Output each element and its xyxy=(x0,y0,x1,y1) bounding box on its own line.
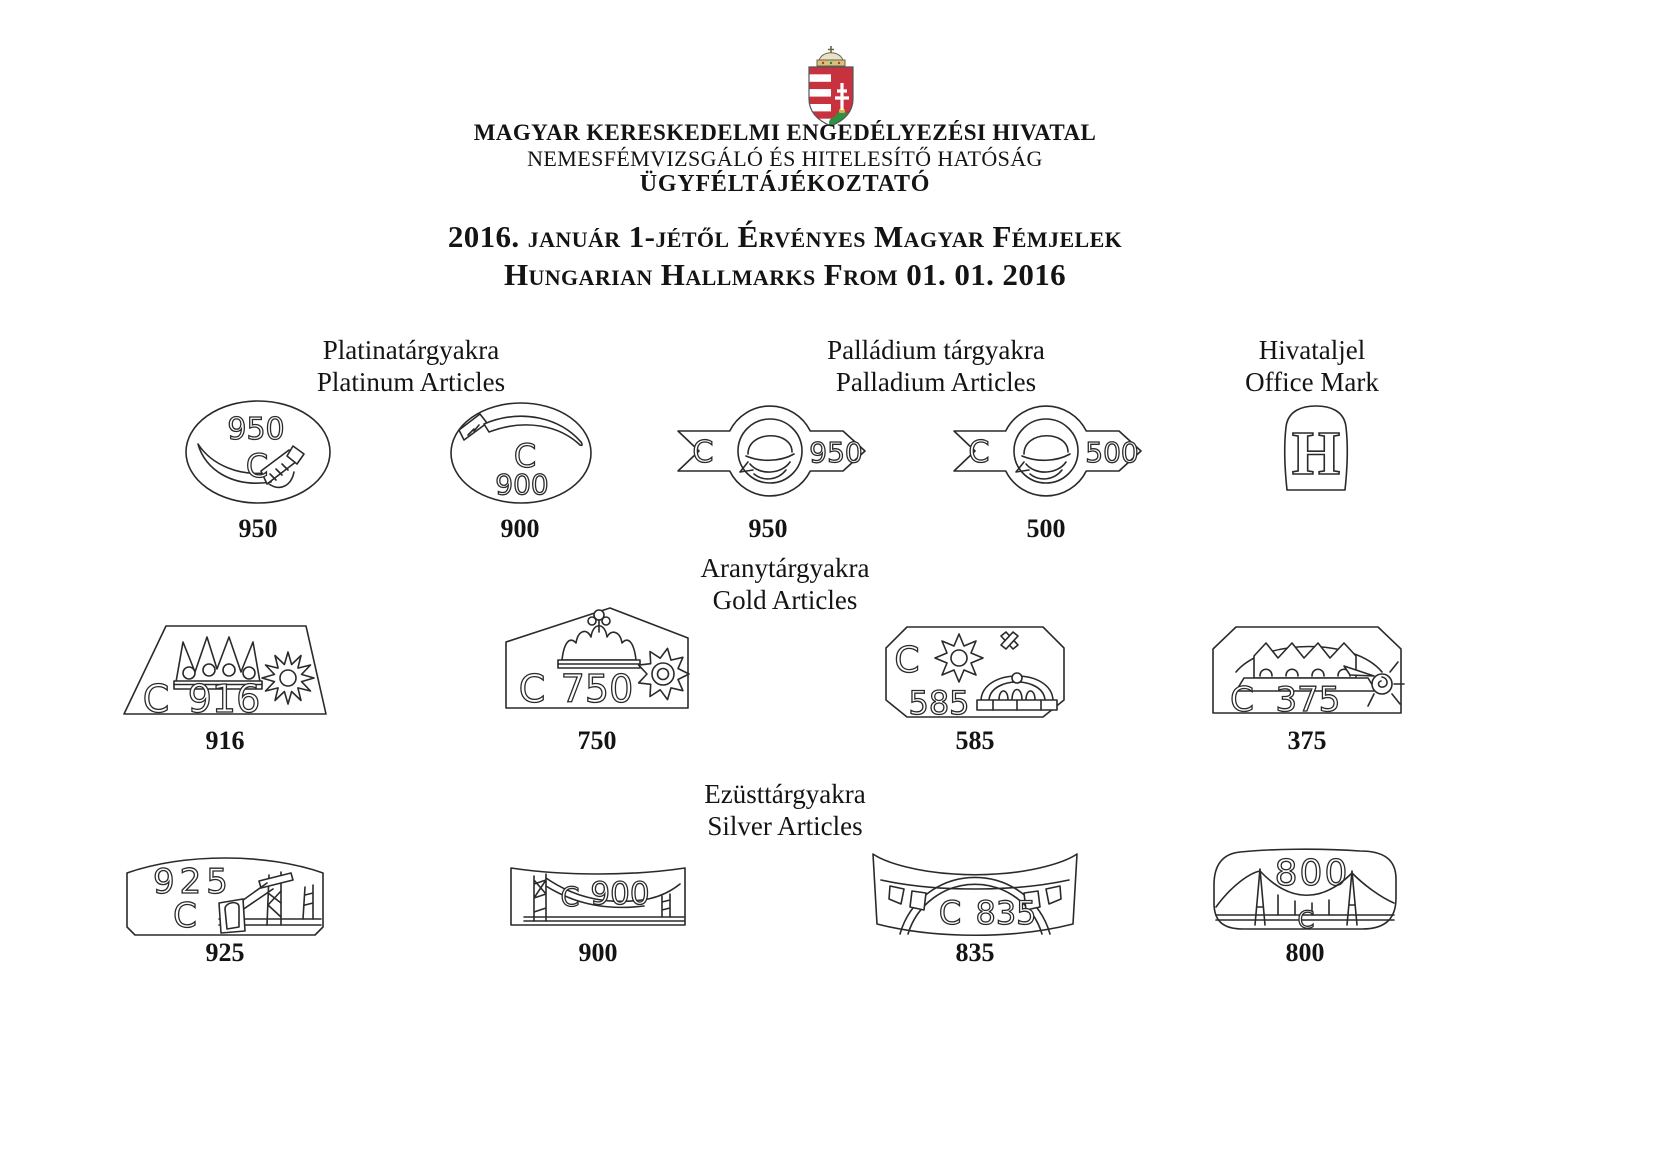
section-heading-office xyxy=(1162,334,1462,398)
assay-letter: C xyxy=(692,435,714,470)
assay-letter: C xyxy=(142,677,170,721)
assay-letter: C xyxy=(1230,680,1254,720)
fineness-label: 800 xyxy=(1285,938,1325,967)
fineness-text: 835 xyxy=(975,894,1037,932)
fineness-text: 950 xyxy=(227,412,285,447)
platinum-950-hallmark xyxy=(183,398,333,506)
page-title-en: Hungarian Hallmarks From 01. 01. 2016 xyxy=(503,257,1067,292)
section-title-hu: Ezüsttárgyakra xyxy=(704,779,866,809)
helmet-icon xyxy=(1016,436,1070,479)
silver-900-hallmark xyxy=(506,856,690,930)
fineness-text: 925 xyxy=(153,862,233,902)
org-name-line3: ÜGYFÉLTÁJÉKOZTATÓ xyxy=(639,171,931,197)
silver-800-hallmark xyxy=(1208,845,1402,935)
section-title-en: Silver Articles xyxy=(707,811,863,841)
page-title-hu: 2016. január 1-jétől Érvényes Magyar Fémjelek xyxy=(447,219,1123,254)
assay-letter: C xyxy=(968,435,990,470)
assay-letter: C xyxy=(173,896,197,936)
section-title-hu: Hivataljel xyxy=(1258,335,1366,365)
truss-bridge-icon xyxy=(219,872,321,933)
fineness-label: 925 xyxy=(205,938,245,967)
org-name-line2: NEMESFÉMVIZSGÁLÓ ÉS HITELESÍTŐ HATÓSÁG xyxy=(527,146,1043,171)
sun-icon xyxy=(262,652,314,704)
fineness-text: 916 xyxy=(187,677,261,721)
section-title-en: Palladium Articles xyxy=(835,367,1037,397)
fineness-text: 900 xyxy=(590,876,650,912)
gold-375-hallmark xyxy=(1208,622,1406,718)
holy-crown-icon xyxy=(817,46,845,66)
fineness-label: 900 xyxy=(578,938,618,967)
fineness-label: 500 xyxy=(1026,514,1066,543)
assay-letter: C xyxy=(513,437,537,475)
section-title-en: Office Mark xyxy=(1245,367,1379,397)
fineness-text: 950 xyxy=(809,436,863,469)
office-letter: H xyxy=(1291,420,1341,488)
section-title-en: Platinum Articles xyxy=(316,367,506,397)
office-mark-hallmark xyxy=(1277,402,1355,492)
fineness-text: 375 xyxy=(1275,680,1341,720)
silver-835-hallmark xyxy=(866,840,1084,940)
fineness-label: 950 xyxy=(748,514,788,543)
section-title-hu: Platinatárgyakra xyxy=(322,335,500,365)
holy-crown-icon xyxy=(977,632,1057,710)
section-heading-platinum xyxy=(261,334,561,398)
section-title-hu: Palládium tárgyakra xyxy=(827,335,1045,365)
palladium-500-hallmark xyxy=(944,402,1149,500)
fineness-label: 835 xyxy=(955,938,995,967)
fineness-label: 950 xyxy=(238,514,278,543)
fineness-text: 800 xyxy=(1274,853,1350,894)
platinum-900-hallmark xyxy=(448,400,594,506)
assay-letter: C xyxy=(518,667,546,711)
fineness-label: 916 xyxy=(205,726,245,755)
hungary-coat-of-arms xyxy=(802,45,860,127)
fineness-text: 500 xyxy=(1085,436,1139,469)
fineness-text: 750 xyxy=(560,667,634,711)
helmet-icon xyxy=(740,436,794,479)
assay-letter: C xyxy=(894,640,920,681)
fineness-label: 900 xyxy=(500,514,540,543)
org-name-line1: MAGYAR KERESKEDELMI ENGEDÉLYEZÉSI HIVATAL xyxy=(473,120,1097,145)
assay-letter: C xyxy=(245,447,269,485)
gold-585-hallmark xyxy=(881,622,1069,722)
section-title-hu: Aranytárgyakra xyxy=(700,553,870,583)
section-title-en: Gold Articles xyxy=(712,585,858,615)
palladium-950-hallmark xyxy=(668,402,873,500)
gear-sun-icon xyxy=(639,648,689,699)
section-heading-palladium xyxy=(786,334,1086,398)
assay-letter: C xyxy=(1297,906,1315,934)
assay-letter: C xyxy=(938,894,962,932)
gear-sun-icon xyxy=(935,634,983,682)
fineness-label: 585 xyxy=(955,726,995,755)
gold-916-hallmark xyxy=(120,620,330,720)
fineness-text: 900 xyxy=(495,468,549,501)
silver-925-hallmark xyxy=(121,841,329,939)
crown-icon xyxy=(558,610,640,668)
gold-750-hallmark xyxy=(498,602,696,714)
fineness-label: 375 xyxy=(1287,726,1327,755)
section-heading-silver xyxy=(635,778,935,842)
assay-letter: C xyxy=(560,882,580,913)
fineness-label: 750 xyxy=(577,726,617,755)
fineness-text: 585 xyxy=(908,684,970,722)
